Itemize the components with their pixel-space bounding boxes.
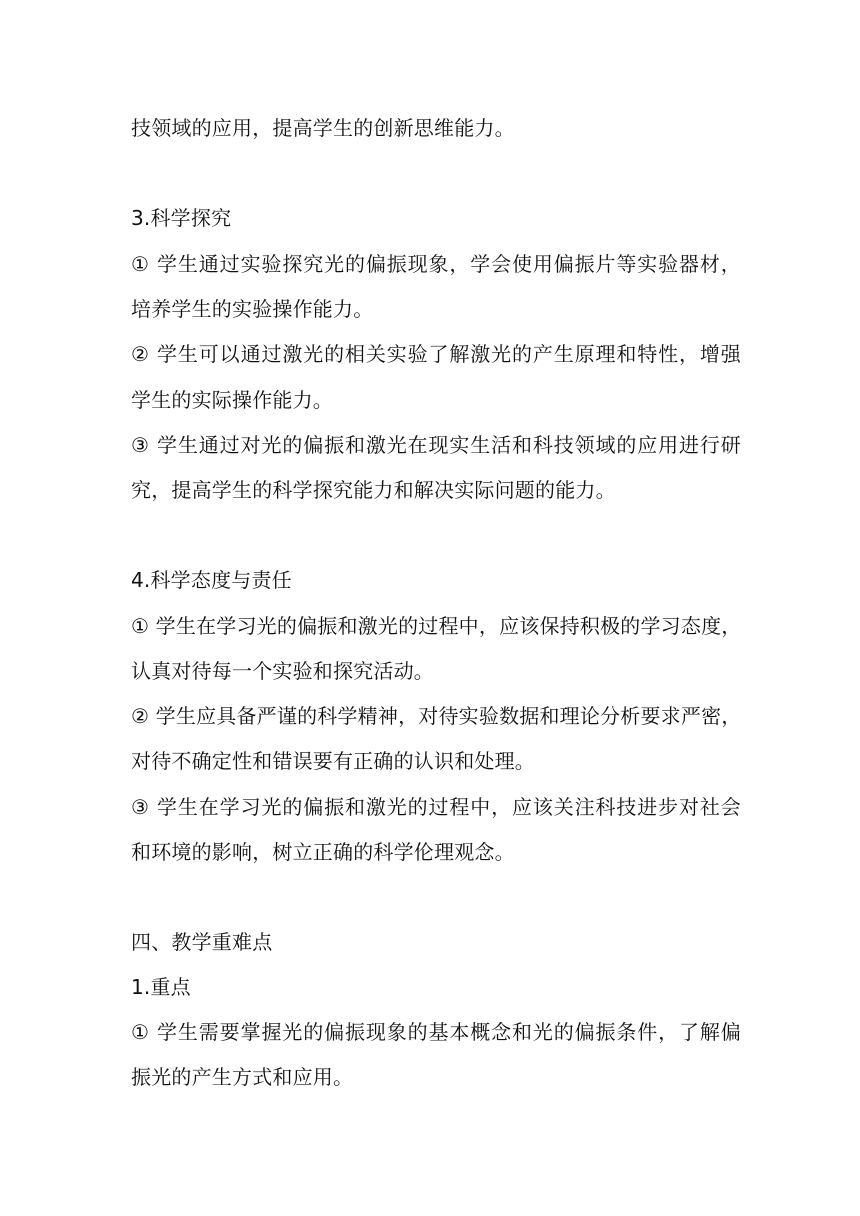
list-item-line: ① 学生通过实验探究光的偏振现象，学会使用偏振片等实验器材， bbox=[131, 252, 741, 276]
list-item-line: ② 学生应具备严谨的科学精神，对待实验数据和理论分析要求严密， bbox=[131, 704, 742, 728]
list-item-line: 对待不确定性和错误要有正确的认识和处理。 bbox=[131, 749, 535, 773]
list-item-line: ③ 学生通过对光的偏振和激光在现实生活和科技领域的应用进行研 bbox=[131, 433, 741, 457]
list-item-line: ① 学生需要掌握光的偏振现象的基本概念和光的偏振条件，了解偏 bbox=[131, 1020, 741, 1044]
section-title: 4.科学态度与责任 bbox=[131, 568, 292, 592]
text-line: 技领域的应用，提高学生的创新思维能力。 bbox=[131, 116, 515, 140]
list-item-line: 学生的实际操作能力。 bbox=[131, 388, 333, 412]
list-item-line: 认真对待每一个实验和探究活动。 bbox=[131, 659, 434, 683]
section-title: 1.重点 bbox=[131, 975, 191, 999]
list-item-line: 和环境的影响，树立正确的科学伦理观念。 bbox=[131, 840, 515, 864]
list-item-line: ① 学生在学习光的偏振和激光的过程中，应该保持积极的学习态度， bbox=[131, 614, 742, 638]
list-item-line: 培养学生的实验操作能力。 bbox=[131, 297, 374, 321]
list-item-line: ③ 学生在学习光的偏振和激光的过程中，应该关注科技进步对社会 bbox=[131, 795, 741, 819]
list-item-line: 究，提高学生的科学探究能力和解决实际问题的能力。 bbox=[131, 478, 616, 502]
section-title: 3.科学探究 bbox=[131, 206, 232, 230]
list-item-line: ② 学生可以通过激光的相关实验了解激光的产生原理和特性，增强 bbox=[131, 342, 741, 366]
chapter-heading: 四、教学重难点 bbox=[131, 930, 273, 954]
list-item-line: 振光的产生方式和应用。 bbox=[131, 1065, 354, 1089]
